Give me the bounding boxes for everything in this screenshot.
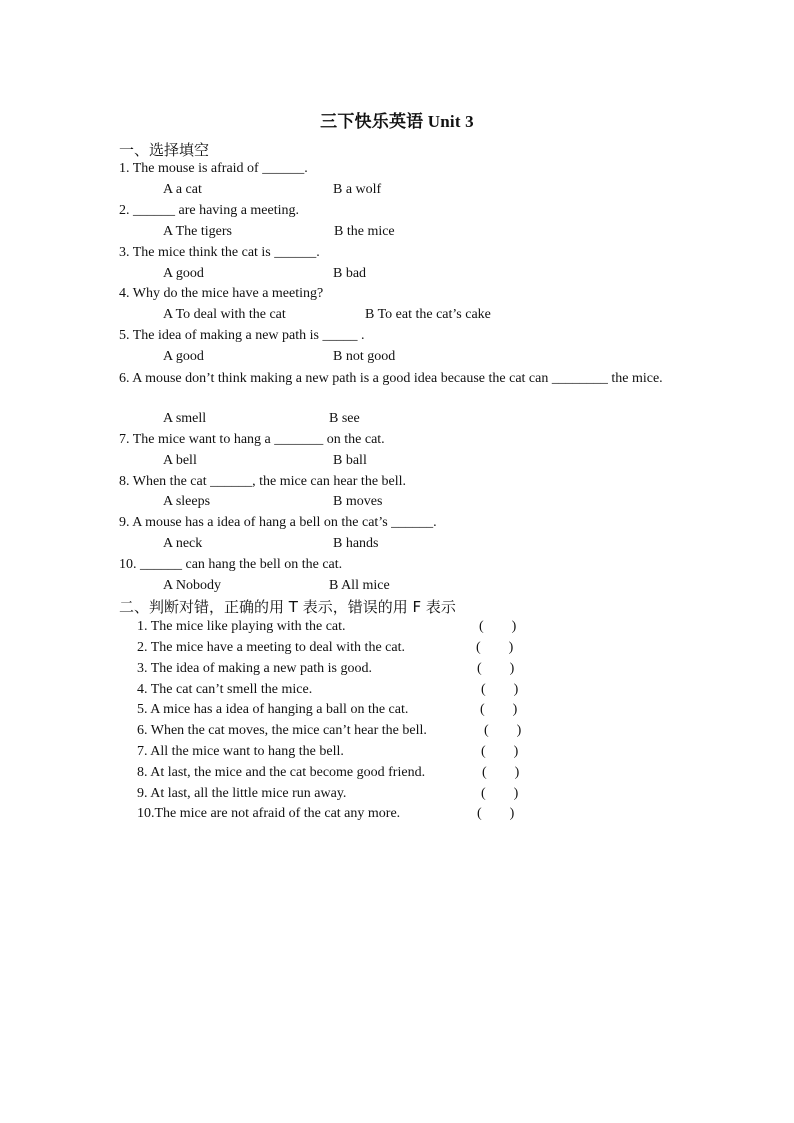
question-1-option-b: B a wolf bbox=[333, 182, 382, 197]
question-8-option-b: B moves bbox=[333, 494, 383, 509]
tf-item-5: 5. A mice has a idea of hanging a ball on the cat. bbox=[137, 702, 409, 717]
question-9-option-a: A neck bbox=[163, 536, 203, 551]
tf-answer-5: ( ) bbox=[480, 702, 518, 717]
tf-answer-8: ( ) bbox=[482, 765, 520, 780]
section-1-heading: 一、选择填空 bbox=[119, 141, 210, 159]
page-title: 三下快乐英语 Unit 3 bbox=[320, 112, 474, 131]
question-6-option-a: A smell bbox=[163, 411, 207, 426]
question-2-option-b: B the mice bbox=[334, 224, 395, 239]
question-6: 6. A mouse don’t think making a new path is a good idea because the cat can ________ the mice. bbox=[119, 371, 663, 386]
question-10-option-a: A Nobody bbox=[163, 578, 221, 593]
tf-answer-9: ( ) bbox=[481, 786, 519, 801]
tf-answer-6: ( ) bbox=[484, 723, 522, 738]
question-10-option-b: B All mice bbox=[329, 578, 390, 593]
question-7-option-a: A bell bbox=[163, 453, 197, 468]
question-8-option-a: A sleeps bbox=[163, 494, 211, 509]
tf-item-6: 6. When the cat moves, the mice can’t hear the bell. bbox=[137, 723, 427, 738]
tf-item-3: 3. The idea of making a new path is good. bbox=[137, 661, 372, 676]
tf-item-8: 8. At last, the mice and the cat become good friend. bbox=[137, 765, 426, 780]
question-9: 9. A mouse has a idea of hang a bell on the cat’s ______. bbox=[119, 515, 437, 530]
tf-item-1: 1. The mice like playing with the cat. bbox=[137, 619, 346, 634]
tf-item-4: 4. The cat can’t smell the mice. bbox=[137, 682, 313, 697]
question-1: 1. The mouse is afraid of ______. bbox=[119, 161, 308, 176]
question-4-option-a: A To deal with the cat bbox=[163, 307, 286, 322]
question-3-option-a: A good bbox=[163, 266, 204, 281]
tf-answer-7: ( ) bbox=[481, 744, 519, 759]
tf-answer-4: ( ) bbox=[481, 682, 519, 697]
question-5-option-a: A good bbox=[163, 349, 204, 364]
tf-answer-1: ( ) bbox=[479, 619, 517, 634]
question-6-option-b: B see bbox=[329, 411, 360, 426]
question-5-option-b: B not good bbox=[333, 349, 396, 364]
question-7-option-b: B ball bbox=[333, 453, 367, 468]
tf-item-2: 2. The mice have a meeting to deal with the cat. bbox=[137, 640, 405, 655]
question-8: 8. When the cat ______, the mice can hear the bell. bbox=[119, 474, 407, 489]
question-9-option-b: B hands bbox=[333, 536, 379, 551]
tf-item-7: 7. All the mice want to hang the bell. bbox=[137, 744, 344, 759]
tf-item-9: 9. At last, all the little mice run away. bbox=[137, 786, 347, 801]
question-3-option-b: B bad bbox=[333, 266, 367, 281]
tf-answer-3: ( ) bbox=[477, 661, 515, 676]
question-5: 5. The idea of making a new path is _____ . bbox=[119, 328, 365, 343]
question-4-option-b: B To eat the cat’s cake bbox=[365, 307, 491, 322]
section-2-heading: 二、判断对错，正确的用 T 表示，错误的用 F 表示 bbox=[119, 598, 456, 616]
question-2-option-a: A The tigers bbox=[163, 224, 232, 239]
tf-answer-2: ( ) bbox=[476, 640, 514, 655]
tf-answer-10: ( ) bbox=[477, 806, 515, 821]
question-2: 2. ______ are having a meeting. bbox=[119, 203, 300, 218]
question-10: 10. ______ can hang the bell on the cat. bbox=[119, 557, 343, 572]
question-1-option-a: A a cat bbox=[163, 182, 202, 197]
question-7: 7. The mice want to hang a _______ on the cat. bbox=[119, 432, 385, 447]
tf-item-10: 10.The mice are not afraid of the cat any more. bbox=[137, 806, 401, 821]
question-3: 3. The mice think the cat is ______. bbox=[119, 245, 320, 260]
question-4: 4. Why do the mice have a meeting? bbox=[119, 286, 324, 301]
